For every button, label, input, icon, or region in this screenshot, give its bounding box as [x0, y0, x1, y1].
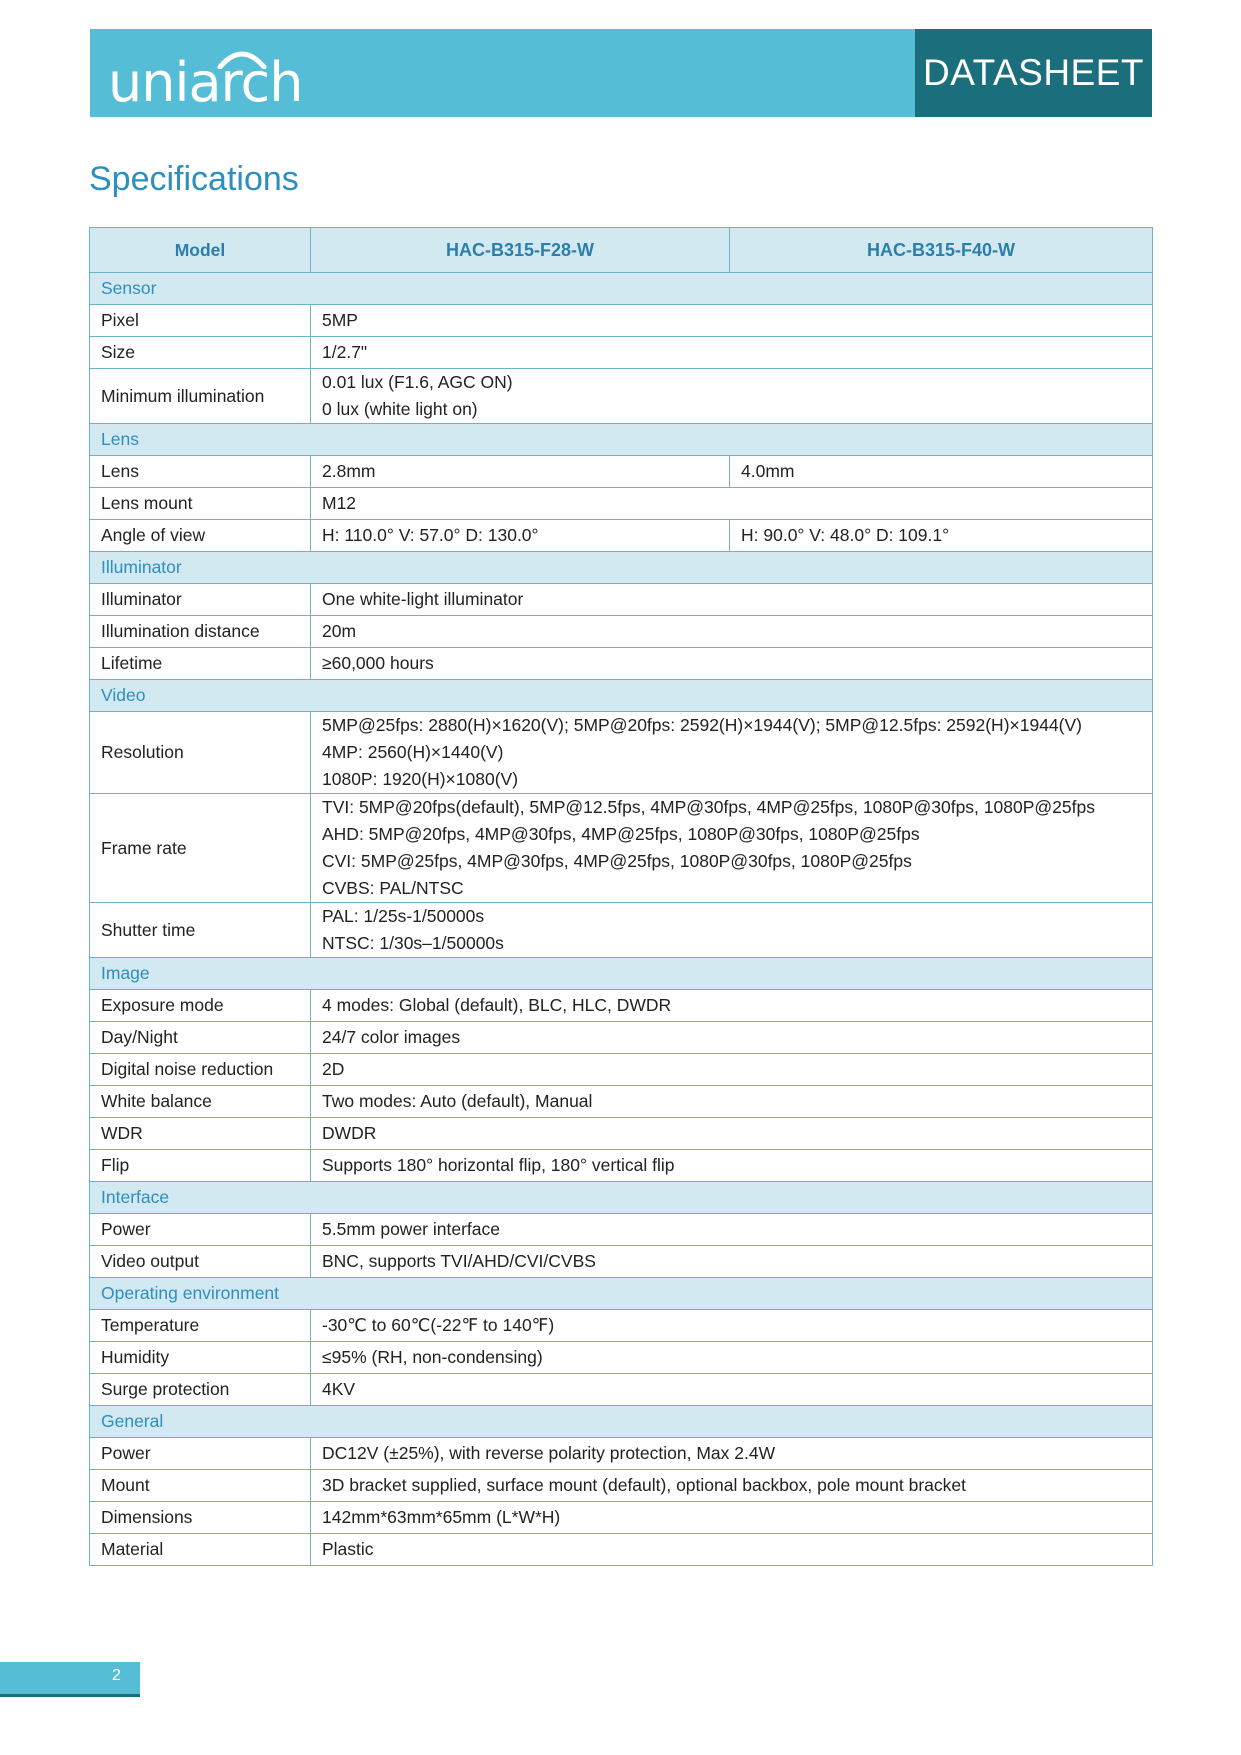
- table-row: [90, 1022, 1153, 1054]
- spec-value: DWDR: [311, 1118, 1153, 1150]
- table-row: [90, 520, 1153, 552]
- table-row: [90, 616, 1153, 648]
- spec-label: Minimum illumination: [90, 369, 311, 424]
- spec-value: 5MP: [311, 305, 1153, 337]
- spec-value: 5.5mm power interface: [311, 1214, 1153, 1246]
- table-row: [90, 1086, 1153, 1118]
- spec-value: 2D: [311, 1054, 1153, 1086]
- table-row: [90, 1214, 1153, 1246]
- section-header-row: [90, 680, 1153, 712]
- table-row: [90, 794, 1153, 903]
- spec-value: Two modes: Auto (default), Manual: [311, 1086, 1153, 1118]
- spec-value: ≤95% (RH, non-condensing): [311, 1342, 1153, 1374]
- spec-value: 1/2.7": [311, 337, 1153, 369]
- spec-label: Material: [90, 1534, 311, 1566]
- spec-value: 20m: [311, 616, 1153, 648]
- spec-value: ≥60,000 hours: [311, 648, 1153, 680]
- section-header-row: [90, 424, 1153, 456]
- table-row: [90, 1246, 1153, 1278]
- spec-value: 142mm*63mm*65mm (L*W*H): [311, 1502, 1153, 1534]
- spec-label: Temperature: [90, 1310, 311, 1342]
- spec-label: Surge protection: [90, 1374, 311, 1406]
- spec-label: Video output: [90, 1246, 311, 1278]
- spec-label: Digital noise reduction: [90, 1054, 311, 1086]
- section-header-row: [90, 1406, 1153, 1438]
- spec-value: Plastic: [311, 1534, 1153, 1566]
- table-row: [90, 369, 1153, 424]
- spec-label: Humidity: [90, 1342, 311, 1374]
- section-header-row: [90, 552, 1153, 584]
- table-row: [90, 1054, 1153, 1086]
- spec-value: M12: [311, 488, 1153, 520]
- table-row: [90, 1502, 1153, 1534]
- section-title: Image: [90, 958, 1153, 990]
- spec-label: Mount: [90, 1470, 311, 1502]
- table-row: [90, 584, 1153, 616]
- spec-value: 3D bracket supplied, surface mount (default), optional backbox, pole mount bracket: [311, 1470, 1153, 1502]
- header-banner: [90, 29, 1152, 117]
- spec-value: H: 110.0° V: 57.0° D: 130.0°: [311, 520, 730, 552]
- table-row: [90, 337, 1153, 369]
- specifications-table: [89, 227, 1153, 1566]
- spec-label: Angle of view: [90, 520, 311, 552]
- spec-label: Day/Night: [90, 1022, 311, 1054]
- spec-label: Resolution: [90, 712, 311, 794]
- table-row: [90, 1150, 1153, 1182]
- table-row: [90, 1342, 1153, 1374]
- spec-label: Lifetime: [90, 648, 311, 680]
- spec-value: TVI: 5MP@20fps(default), 5MP@12.5fps, 4MP@30fps, 4MP@25fps, 1080P@30fps, 1080P@25fps AHD: 5MP@20fps, 4MP@30fps, 4MP@25fps, 1080P@30fps, 1080P@25fps CVI: 5MP@25fps, 4MP@30fps, 4MP@25fps, 1080P@30fps, 1080P@25fps CVBS: PAL/NTSC: [311, 794, 1153, 903]
- table-row: [90, 903, 1153, 958]
- spec-value: PAL: 1/25s-1/50000s NTSC: 1/30s–1/50000s: [311, 903, 1153, 958]
- spec-label: Power: [90, 1214, 311, 1246]
- spec-value: -30℃ to 60℃(-22℉ to 140℉): [311, 1310, 1153, 1342]
- model-name: HAC-B315-F28-W: [311, 228, 730, 273]
- table-row: [90, 456, 1153, 488]
- model-header-row: [90, 228, 1153, 273]
- section-header-row: [90, 1278, 1153, 1310]
- model-label: Model: [90, 228, 311, 273]
- spec-value: 0.01 lux (F1.6, AGC ON) 0 lux (white light on): [311, 369, 1153, 424]
- spec-label: Size: [90, 337, 311, 369]
- table-row: [90, 1310, 1153, 1342]
- spec-label: White balance: [90, 1086, 311, 1118]
- spec-label: Exposure mode: [90, 990, 311, 1022]
- table-row: [90, 712, 1153, 794]
- section-header-row: [90, 1182, 1153, 1214]
- table-row: [90, 488, 1153, 520]
- table-row: [90, 1374, 1153, 1406]
- model-name: HAC-B315-F40-W: [730, 228, 1153, 273]
- table-row: [90, 1470, 1153, 1502]
- spec-label: Dimensions: [90, 1502, 311, 1534]
- spec-value: H: 90.0° V: 48.0° D: 109.1°: [730, 520, 1153, 552]
- section-title: Interface: [90, 1182, 1153, 1214]
- spec-label: Frame rate: [90, 794, 311, 903]
- spec-label: Pixel: [90, 305, 311, 337]
- section-title: Illuminator: [90, 552, 1153, 584]
- section-title: Operating environment: [90, 1278, 1153, 1310]
- spec-label: WDR: [90, 1118, 311, 1150]
- spec-label: Power: [90, 1438, 311, 1470]
- section-header-row: [90, 958, 1153, 990]
- table-row: [90, 648, 1153, 680]
- spec-value: 2.8mm: [311, 456, 730, 488]
- spec-value: 24/7 color images: [311, 1022, 1153, 1054]
- page-number: 2: [112, 1667, 121, 1684]
- table-row: [90, 1534, 1153, 1566]
- spec-value: 5MP@25fps: 2880(H)×1620(V); 5MP@20fps: 2592(H)×1944(V); 5MP@12.5fps: 2592(H)×1944(V) 4MP: 2560(H)×1440(V) 1080P: 1920(H)×1080(V): [311, 712, 1153, 794]
- spec-value: One white-light illuminator: [311, 584, 1153, 616]
- datasheet-label: DATASHEET: [915, 29, 1152, 117]
- section-title: Video: [90, 680, 1153, 712]
- table-row: [90, 1438, 1153, 1470]
- spec-value: BNC, supports TVI/AHD/CVI/CVBS: [311, 1246, 1153, 1278]
- spec-label: Lens mount: [90, 488, 311, 520]
- spec-label: Illumination distance: [90, 616, 311, 648]
- page-title: Specifications: [89, 160, 299, 198]
- spec-value: Supports 180° horizontal flip, 180° vertical flip: [311, 1150, 1153, 1182]
- section-title: Lens: [90, 424, 1153, 456]
- table-row: [90, 990, 1153, 1022]
- section-title: Sensor: [90, 273, 1153, 305]
- table-row: [90, 305, 1153, 337]
- spec-value: 4KV: [311, 1374, 1153, 1406]
- spec-value: 4 modes: Global (default), BLC, HLC, DWDR: [311, 990, 1153, 1022]
- spec-label: Illuminator: [90, 584, 311, 616]
- uniarch-logo: [108, 39, 308, 114]
- logo-text: uniarch: [108, 51, 303, 114]
- section-title: General: [90, 1406, 1153, 1438]
- section-header-row: [90, 273, 1153, 305]
- spec-label: Lens: [90, 456, 311, 488]
- spec-label: Shutter time: [90, 903, 311, 958]
- spec-label: Flip: [90, 1150, 311, 1182]
- spec-value: 4.0mm: [730, 456, 1153, 488]
- spec-value: DC12V (±25%), with reverse polarity protection, Max 2.4W: [311, 1438, 1153, 1470]
- footer-bar-shadow: [0, 1694, 140, 1697]
- table-row: [90, 1118, 1153, 1150]
